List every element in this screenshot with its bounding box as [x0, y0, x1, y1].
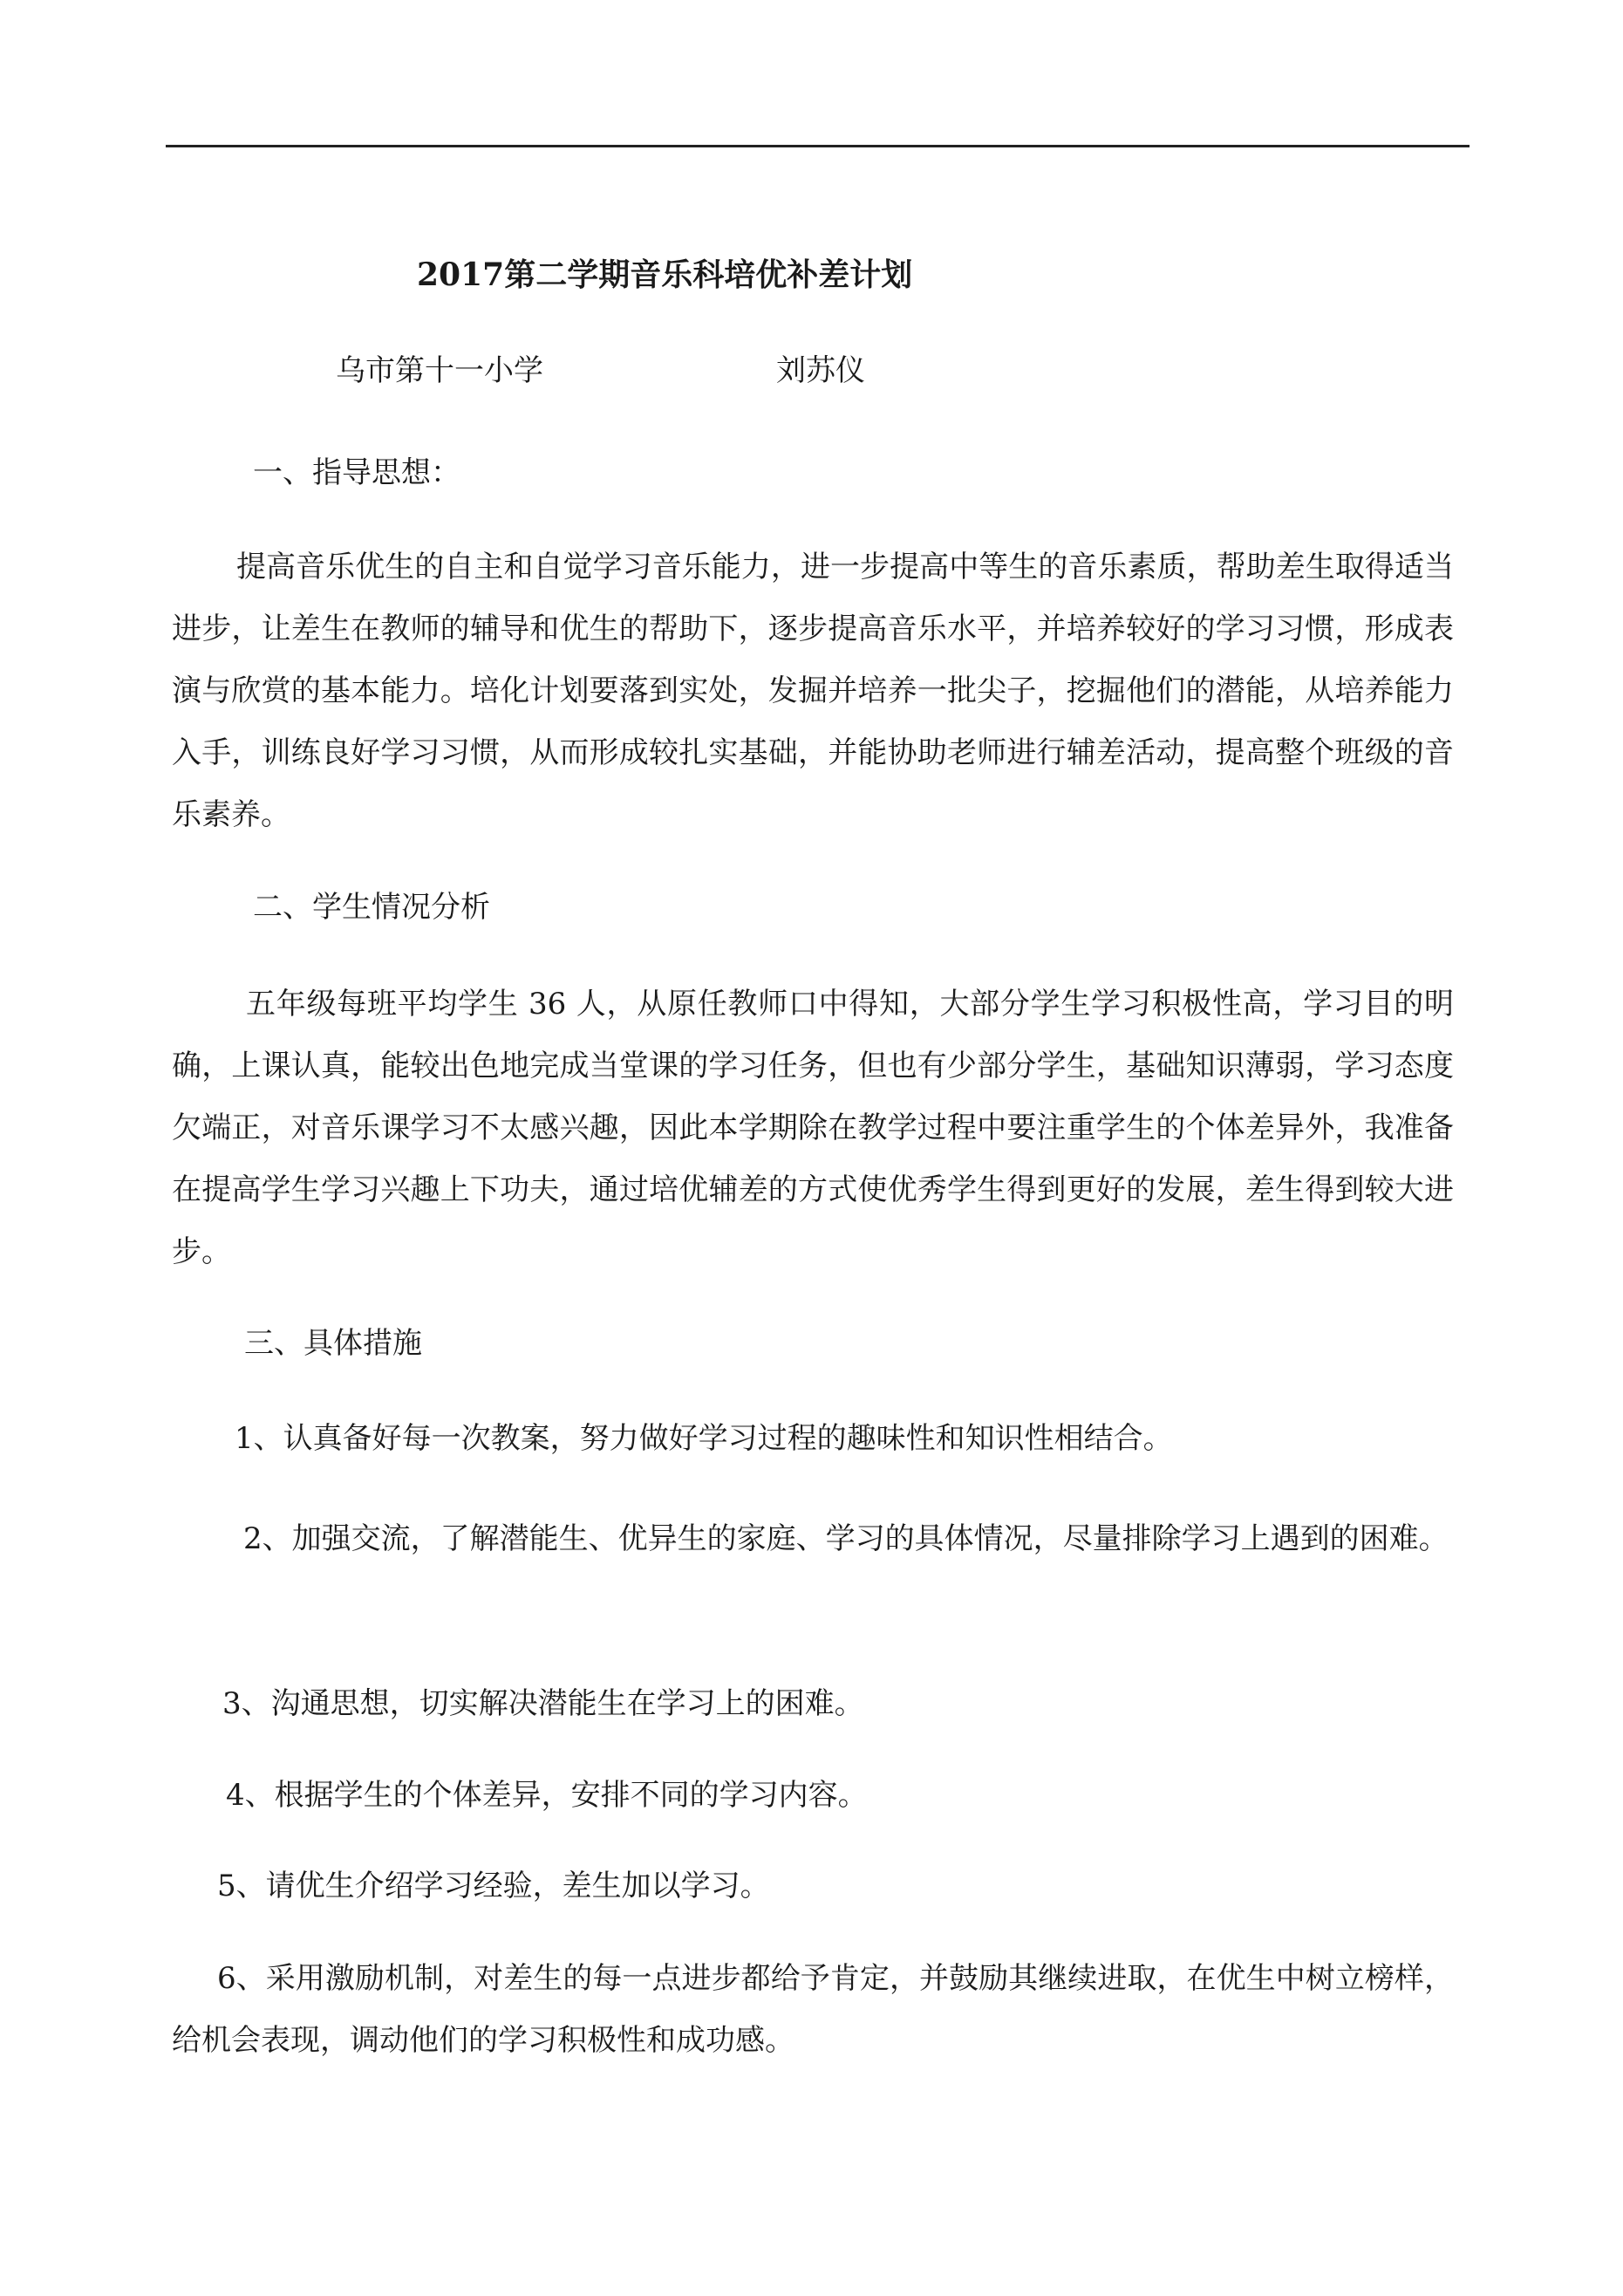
measure-item: 4、根据学生的个体差异，安排不同的学习内容。 — [226, 1778, 868, 1813]
measure-item: 1、认真备好每一次教案，努力做好学习过程的趣味性和知识性相结合。 — [235, 1421, 1173, 1456]
school-name: 乌市第十一小学 — [336, 353, 543, 388]
section-body-guiding-thought: 提高音乐优生的自主和自觉学习音乐能力，进一步提高中等生的音乐素质，帮助差生取得适当进步，让差生在教师的辅导和优生的帮助下，逐步提高音乐水平，并培养较好的学习习惯，形成表演与欣赏的基本能力。培化计划要落到实处，发掘并培养一批尖子，挖掘他们的潜能，从培养能力入手，训练良好学习习惯，从而形成较扎实基础，并能协助老师进行辅差活动，提高整个班级的音乐素养。 — [172, 550, 1454, 832]
document-title: 2017第二学期音乐科培优补差计划 — [417, 256, 913, 293]
measure-item: 6、采用激励机制，对差生的每一点进步都给予肯定，并鼓励其继续进取，在优生中树立榜样，给机会表现，调动他们的学习积极性和成功感。 — [172, 1961, 1454, 2058]
measure-item: 5、请优生介绍学习经验，差生加以学习。 — [217, 1869, 770, 1903]
section-heading-measures: 三、具体措施 — [244, 1326, 422, 1361]
measure-item: 2、加强交流，了解潜能生、优异生的家庭、学习的具体情况，尽量排除学习上遇到的困难。 — [243, 1521, 1449, 1556]
measure-item: 3、沟通思想，切实解决潜能生在学习上的困难。 — [222, 1686, 864, 1721]
section-heading-student-analysis: 二、学生情况分析 — [253, 890, 490, 925]
header-rule — [166, 145, 1470, 147]
section-body-student-analysis: 五年级每班平均学生 36 人，从原任教师口中得知，大部分学生学习积极性高，学习目的明确，上课认真，能较出色地完成当堂课的学习任务，但也有少部分学生，基础知识薄弱，学习态度欠端正，对音乐课学习不太感兴趣，因此本学期除在教学过程中要注重学生的个体差异外，我准备在提高学生学习兴趣上下功夫，通过培优辅差的方式使优秀学生得到更好的发展，差生得到较大进步。 — [172, 987, 1454, 1269]
author-name: 刘苏仪 — [776, 353, 865, 388]
section-heading-guiding-thought: 一、指导思想： — [253, 455, 460, 490]
